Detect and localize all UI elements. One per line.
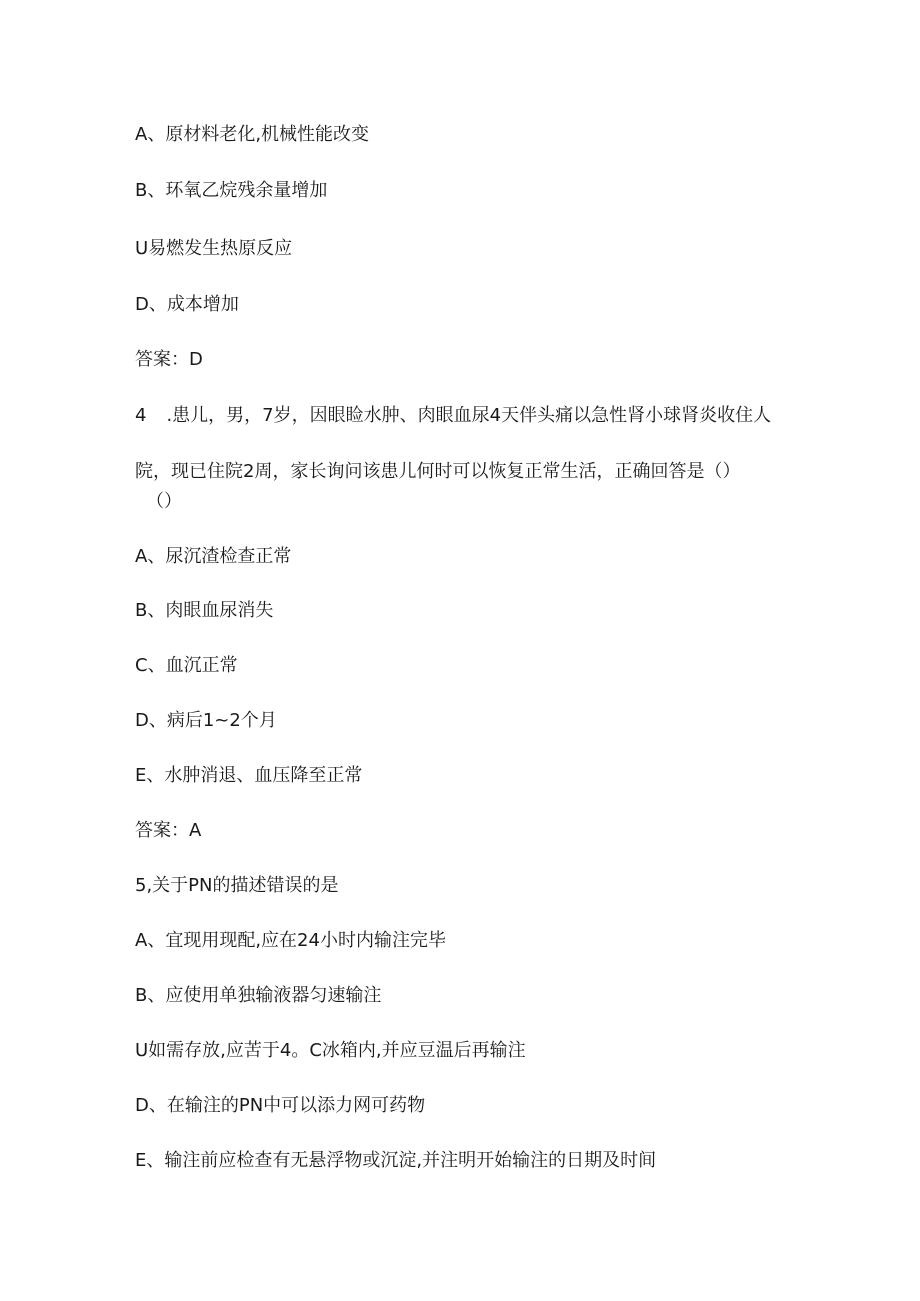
q4-stem-line-2: 院，现已住院2周，家长询问该患儿何时可以恢复正常生活，正确回答是（） [135,461,741,482]
q3-answer: 答案：D [135,349,203,370]
q4-stem-line-3: （） [146,491,182,512]
q4-option-a: A、尿沉渣检查正常 [135,546,292,567]
q4-stem-line-1 [135,404,771,428]
q4-stem-text: .患儿，男，7岁，因眼睑水肿、肉眼血尿4天伴头痛以急性肾小球肾炎收住人 [166,405,772,426]
q5-option-d: D、在输注的PN中可以添力网可药物 [135,1095,426,1116]
q5-option-c: U如需存放,应苦于4。C冰箱内,并应豆温后再输注 [135,1040,526,1061]
q4-answer: 答案：A [135,820,202,841]
q4-option-c: C、血沉正常 [135,655,238,676]
q3-option-c: U易燃发生热原反应 [135,238,293,259]
q3-option-d: D、成本增加 [135,294,239,315]
q4-option-b: B、肉眼血尿消失 [135,600,274,621]
q5-option-a: A、宜现用现配,应在24小时内输注完毕 [135,930,446,951]
q4-option-e: E、水肿消退、血压降至正常 [135,765,363,786]
q4-number: 4 [135,405,147,426]
q5-option-b: B、应使用单独输液器匀速输注 [135,985,382,1006]
q5-stem: 5,关于PN的描述错误的是 [135,875,339,896]
q4-option-d: D、病后1~2个月 [135,710,277,731]
q3-option-a: A、原材料老化,机械性能改变 [135,124,370,145]
q5-option-e: E、输注前应检查有无悬浮物或沉淀,并注明开始输注的日期及时间 [135,1150,657,1171]
q3-option-b: B、环氧乙烷残余量增加 [135,180,328,201]
